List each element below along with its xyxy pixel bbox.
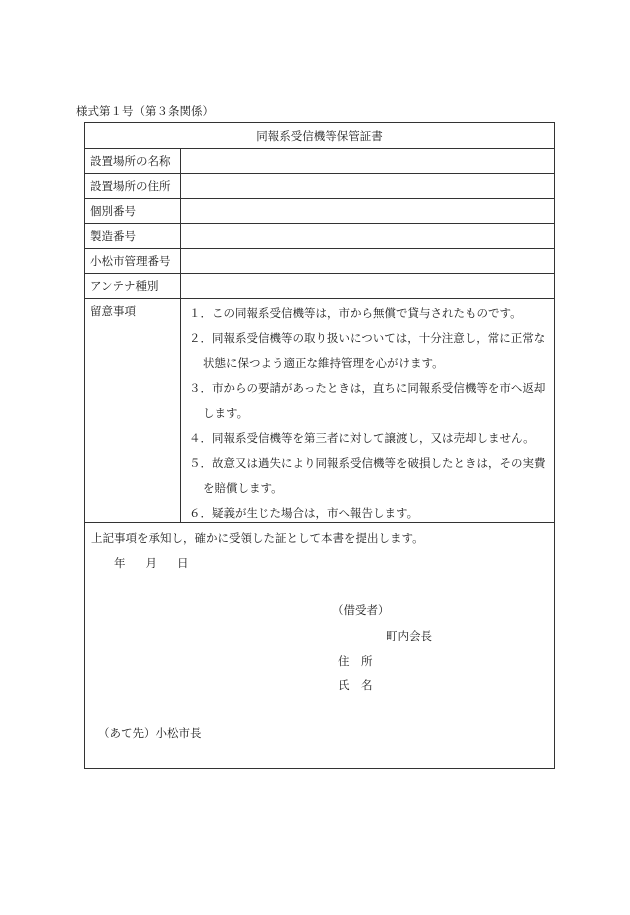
date-day-label: 日 — [177, 556, 189, 570]
borrower-name-label: 氏 名 — [338, 678, 373, 692]
field-row-location-address — [85, 174, 554, 199]
field-row-management-number — [85, 249, 554, 274]
note-item: １．この同報系受信機等は，市から無償で貸与されたものです。 — [189, 306, 522, 320]
form-title: 同報系受信機等保管証書 — [85, 123, 554, 149]
field-label: 小松市管理番号 — [85, 249, 181, 273]
notes-section — [85, 299, 554, 523]
field-row-antenna-type — [85, 274, 554, 299]
borrower-role: 町内会長 — [386, 629, 432, 643]
addressee: （あて先）小松市長 — [98, 726, 202, 740]
field-row-individual-number — [85, 199, 554, 224]
antenna-type-field[interactable] — [181, 274, 554, 298]
individual-number-field[interactable] — [181, 199, 554, 223]
certificate-form — [84, 122, 555, 769]
field-row-location-name — [85, 149, 554, 174]
note-item: ２．同報系受信機等の取り扱いについては，十分注意し，常に正常な状態に保つよう適正な維持管理を心がけます。 — [189, 331, 546, 370]
date-month-label: 月 — [145, 556, 157, 570]
date-line — [114, 555, 189, 571]
form-number-label: 様式第１号（第３条関係） — [76, 104, 214, 118]
note-item: ３．市からの要請があったときは，直ちに同報系受信機等を市へ返却します。 — [189, 381, 546, 420]
borrower-address-label: 住 所 — [338, 654, 373, 668]
location-address-field[interactable] — [181, 174, 554, 198]
field-label: アンテナ種別 — [85, 274, 181, 298]
notes-label: 留意事項 — [85, 299, 181, 522]
note-item: ４．同報系受信機等を第三者に対して譲渡し，又は売却しません。 — [189, 431, 535, 445]
management-number-field[interactable] — [181, 249, 554, 273]
notes-list — [189, 301, 549, 526]
note-item: ６．疑義が生じた場合は，市へ報告します。 — [189, 506, 419, 520]
borrower-heading: （借受者） — [332, 603, 390, 617]
declaration-text: 上記事項を承知し，確かに受領した証として本書を提出します。 — [91, 531, 424, 545]
field-label: 設置場所の住所 — [85, 174, 181, 198]
note-item: ５．故意又は過失により同報系受信機等を破損したときは，その実費を賠償します。 — [189, 456, 546, 495]
field-label: 個別番号 — [85, 199, 181, 223]
serial-number-field[interactable] — [181, 224, 554, 248]
date-year-label: 年 — [114, 556, 126, 570]
field-label: 製造番号 — [85, 224, 181, 248]
field-label: 設置場所の名称 — [85, 149, 181, 173]
field-row-serial-number — [85, 224, 554, 249]
location-name-field[interactable] — [181, 149, 554, 173]
